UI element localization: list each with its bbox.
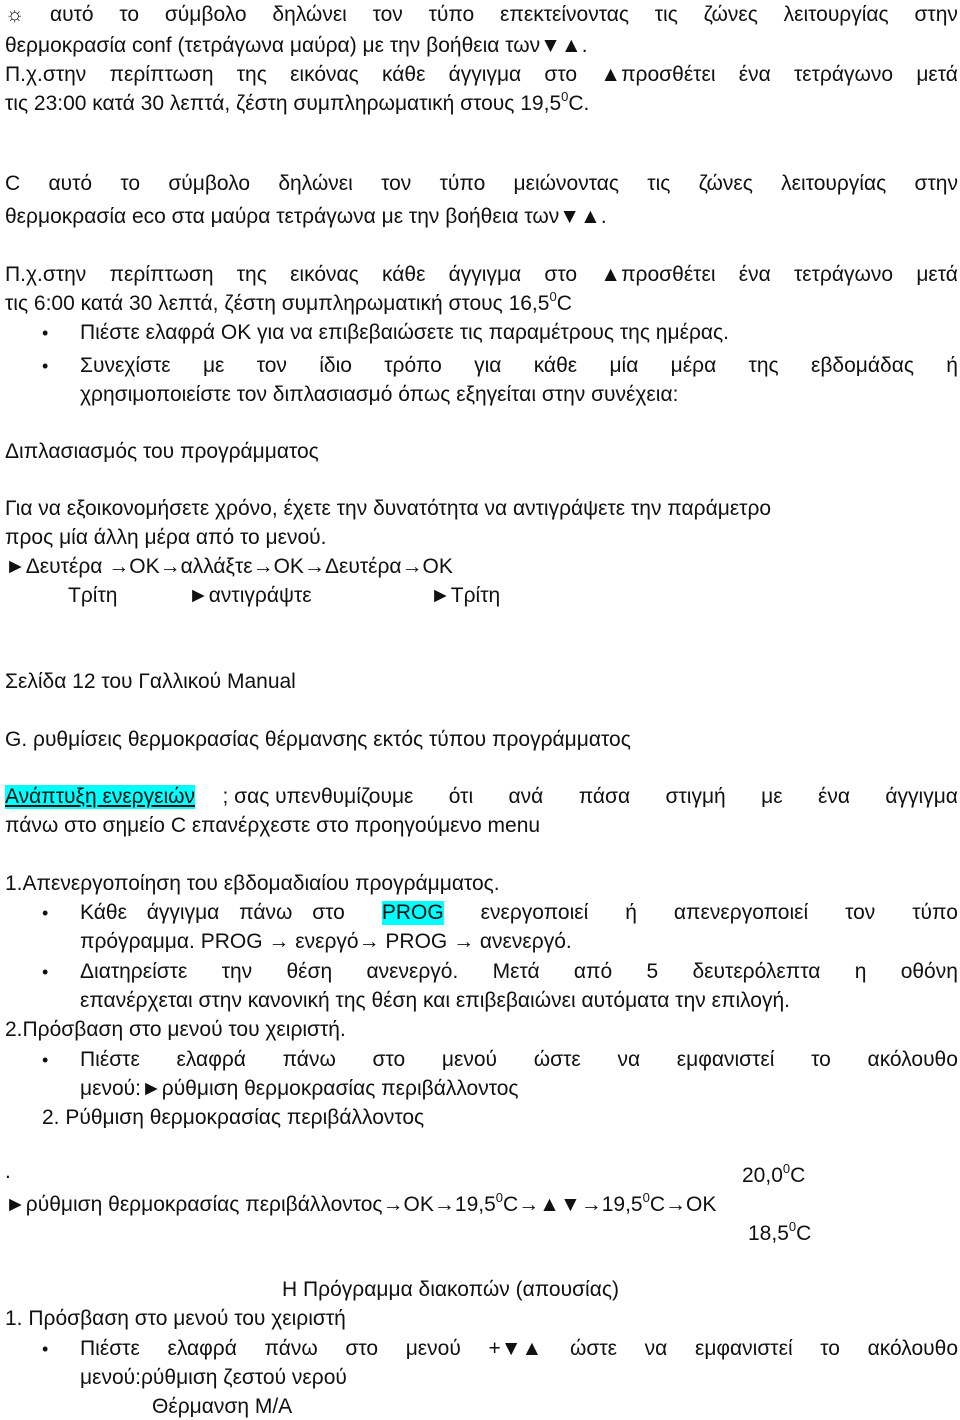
word: το [120, 172, 141, 195]
word: να [644, 1337, 668, 1360]
sun-para-line-4: τις 23:00 κατά 30 λεπτά, ζέστη συμπληρωματική στους 19,5$^0$C. [5, 89, 590, 115]
word: λειτουργίας [783, 3, 889, 26]
word: μία [609, 354, 639, 377]
word: C [5, 172, 21, 195]
duplicate-heading: Διπλασιασμός του προγράμματος [5, 440, 319, 463]
word: μενού [405, 1337, 461, 1360]
word: θέση [286, 960, 333, 983]
word: μειώνοντας [513, 172, 619, 195]
word: στο [372, 1048, 406, 1071]
word: μέρα [670, 354, 717, 377]
word: ώστε [533, 1048, 581, 1071]
word: το [811, 1048, 831, 1071]
word: ☼ [5, 3, 25, 26]
step1-bullet-1-line-2: πρόγραμμα. PROG → ενεργό→ PROG → ανενεργό. [80, 930, 572, 953]
step2-bullet-line-1 [80, 1048, 958, 1072]
word: περίπτωση [109, 263, 214, 286]
energy-line-1 [5, 785, 958, 809]
word: περίπτωση [109, 63, 214, 86]
word: ίδιο [319, 354, 352, 377]
bullet-continue-line-1 [80, 354, 958, 378]
word: μετά [916, 263, 958, 286]
duplicate-line-1: Για να εξοικονομήσετε χρόνο, έχετε την δυνατότητα να αντιγράψετε την παράμετρο [5, 497, 772, 520]
word: τρόπο [384, 354, 442, 377]
vacation-bullet-line-3: Θέρμανση Μ/Α [152, 1395, 293, 1418]
word: εικόνας [290, 63, 359, 86]
word: πάνω [264, 1337, 318, 1360]
word: ελαφρά [176, 1048, 246, 1071]
word: να [617, 1048, 641, 1071]
bullet-dot: • [42, 903, 49, 923]
vacation-bullet-line-1 [80, 1337, 958, 1361]
word: τις [654, 3, 678, 26]
step2-numbered-item: 2. Ρύθμιση θερμοκρασίας περιβάλλοντος [42, 1106, 425, 1129]
word: για [474, 354, 502, 377]
prog-highlight: PROG [381, 901, 444, 924]
energy-line-2: πάνω στο σημείο C επανέρχεστε στο προηγούμενο menu [5, 814, 541, 837]
word: η [854, 960, 867, 983]
word: πάνω [282, 1048, 336, 1071]
word: λειτουργίας [781, 172, 887, 195]
word: αυτό [48, 172, 93, 195]
word: δηλώνει [272, 3, 347, 26]
step2-heading: 2.Πρόσβαση στο μενού του χειριστή. [5, 1018, 346, 1041]
word: εμφανιστεί [676, 1048, 775, 1071]
bullet-dot: • [42, 356, 49, 376]
word: κάθε [533, 354, 578, 377]
word: τύπο [912, 901, 958, 924]
word: ένα [817, 785, 850, 808]
c-para-line-1 [5, 172, 958, 196]
bullet-dot: • [42, 962, 49, 982]
word: με [202, 354, 225, 377]
sun-para-line-1 [5, 3, 958, 27]
word: το [119, 3, 140, 26]
word: ακόλουθο [867, 1048, 958, 1071]
word: ενεργοποιεί [480, 901, 589, 924]
page-reference: Σελίδα 12 του Γαλλικού Manual [5, 670, 296, 693]
word: κάθε [382, 63, 426, 86]
c-para-line-3 [5, 263, 958, 287]
word: ώστε [569, 1337, 617, 1360]
word: την [221, 960, 253, 983]
word: τον [372, 3, 403, 26]
word: ακόλουθο [867, 1337, 958, 1360]
word: της [236, 263, 267, 286]
vacation-bullet-line-2: μενού:ρύθμιση ζεστού νερού [80, 1366, 347, 1389]
word: ελαφρά [167, 1337, 237, 1360]
duplicate-sub-tuesday-target: ►Τρίτη [430, 584, 501, 607]
section-g-heading: G. ρυθμίσεις θερμοκρασίας θέρμανσης εκτός τύπου προγράμματος [5, 728, 631, 751]
word: επεκτείνοντας [500, 3, 629, 26]
word: πάσα [578, 785, 631, 808]
word: +▼▲ [488, 1337, 543, 1360]
word: Συνεχίστε [80, 354, 171, 377]
word: τύπο [439, 172, 486, 195]
bullet-confirm-day: Πιέστε ελαφρά ΟΚ για να επιβεβαιώσετε τις παραμέτρους της ημέρας. [80, 321, 729, 344]
word: με [761, 785, 783, 808]
word: σύμβολο [168, 172, 251, 195]
vacation-step-1: 1. Πρόσβαση στο μενού του χειριστή [5, 1307, 346, 1330]
word: ότι [448, 785, 474, 808]
duplicate-line-2: προς μία άλλη μέρα από το μενού. [5, 526, 327, 549]
word: στο [544, 263, 578, 286]
word: ή [946, 354, 958, 377]
c-para-line-2: θερμοκρασία eco στα μαύρα τετράγωνα με την βοήθεια των▼▲. [5, 205, 607, 228]
word: στην [914, 3, 958, 26]
bullet-continue-line-2: χρησιμοποιείστε τον διπλασιασμό όπως εξηγείται στην συνέχεια: [80, 383, 679, 406]
word: τον [381, 172, 412, 195]
word: εμφανιστεί [694, 1337, 793, 1360]
duplicate-sub-tuesday: Τρίτη [68, 584, 118, 607]
word: άγγιγμα [448, 263, 522, 286]
word: απενεργοποιεί [673, 901, 809, 924]
word: ένα [738, 63, 771, 86]
energy-highlight: Ανάπτυξη ενεργειών [5, 785, 196, 808]
word: Διατηρείστε [80, 960, 188, 983]
bullet-dot: • [42, 1339, 49, 1359]
duplicate-sub-copy: ►αντιγράψτε [188, 584, 312, 607]
word: αυτό [50, 3, 94, 26]
word: ανά [508, 785, 544, 808]
word: στην [914, 172, 958, 195]
vacation-title: Η Πρόγραμμα διακοπών (απουσίας) [282, 1278, 619, 1301]
word: το [820, 1337, 840, 1360]
sun-para-line-3 [5, 63, 958, 87]
word: Π.χ.στην [5, 63, 87, 86]
word: ▲προσθέτει [600, 263, 716, 286]
step1-bullet-2-line-1 [80, 960, 958, 984]
word: τύπο [428, 3, 475, 26]
word: στο [345, 1337, 379, 1360]
word: τον [845, 901, 876, 924]
word: τις [647, 172, 671, 195]
temp-top-value: 20,0$^0$C [742, 1161, 806, 1187]
word: Πιέστε [80, 1048, 140, 1071]
word: τον [256, 354, 287, 377]
word: Π.χ.στην [5, 263, 87, 286]
word: άγγιγμα [448, 63, 522, 86]
word: ▲προσθέτει [600, 63, 716, 86]
bullet-dot: • [42, 1050, 49, 1070]
duplicate-flow: ►Δευτέρα →ΟΚ→αλλάξτε→ΟΚ→Δευτέρα→ΟΚ [5, 555, 453, 578]
word: ένα [738, 263, 771, 286]
word: ζώνες [703, 3, 758, 26]
word: εικόνας [290, 263, 359, 286]
temp-bottom-value: 18,5$^0$C [748, 1219, 812, 1245]
word: ανενεργό. [366, 960, 459, 983]
sun-para-line-2: θερμοκρασία conf (τετράγωνα μαύρα) με την βοήθεια των▼▲. [5, 34, 588, 57]
word: τετράγωνο [793, 263, 894, 286]
temp-dot: . [5, 1160, 11, 1183]
word: από [573, 960, 613, 983]
word: 5 [646, 960, 659, 983]
c-para-line-4: τις 6:00 κατά 30 λεπτά, ζέστη συμπληρωματική στους 16,5$^0$C [5, 289, 572, 315]
word: οθόνη [900, 960, 958, 983]
word: κάθε [382, 263, 426, 286]
step2-bullet-line-2: μενού:►ρύθμιση θερμοκρασίας περιβάλλοντος [80, 1077, 519, 1100]
bullet-dot: • [42, 323, 49, 343]
word: Πιέστε [80, 1337, 140, 1360]
word: δευτερόλεπτα [692, 960, 821, 983]
word: της [236, 63, 267, 86]
step1-bullet-1-line-1: Κάθε άγγιγμα πάνω στο PROG ενεργοποιεί ή απενεργοποιεί τον τύπο [80, 901, 958, 924]
word: δηλώνει [278, 172, 353, 195]
word: εβδομάδας [810, 354, 914, 377]
word: Μετά [492, 960, 540, 983]
step1-bullet-2-line-2: επανέρχεται στην κανονική της θέση και επιβεβαιώνει αυτόματα την επιλογή. [80, 989, 790, 1012]
word: της [748, 354, 779, 377]
word: μετά [916, 63, 958, 86]
word: τετράγωνο [793, 63, 894, 86]
word: στο [544, 63, 578, 86]
step1-heading: 1.Απενεργοποίηση του εβδομαδιαίου προγράμματος. [5, 872, 500, 895]
word: ; σας υπενθυμίζουμε [222, 785, 414, 808]
word: ή [625, 901, 637, 924]
word: σύμβολο [164, 3, 247, 26]
word: στιγμή [665, 785, 726, 808]
word: μενού [441, 1048, 498, 1071]
temp-setting-flow: ►ρύθμιση θερμοκρασίας $\pi\varepsilon\rho\iota\beta ά\lambda\lambda o\nu\tau o\varsigma\to OK\to 19,5^0C\to▲▼\to 19,5^0C\to OK$ [5, 1190, 717, 1216]
word: ζώνες [698, 172, 753, 195]
word: άγγιγμα [885, 785, 958, 808]
